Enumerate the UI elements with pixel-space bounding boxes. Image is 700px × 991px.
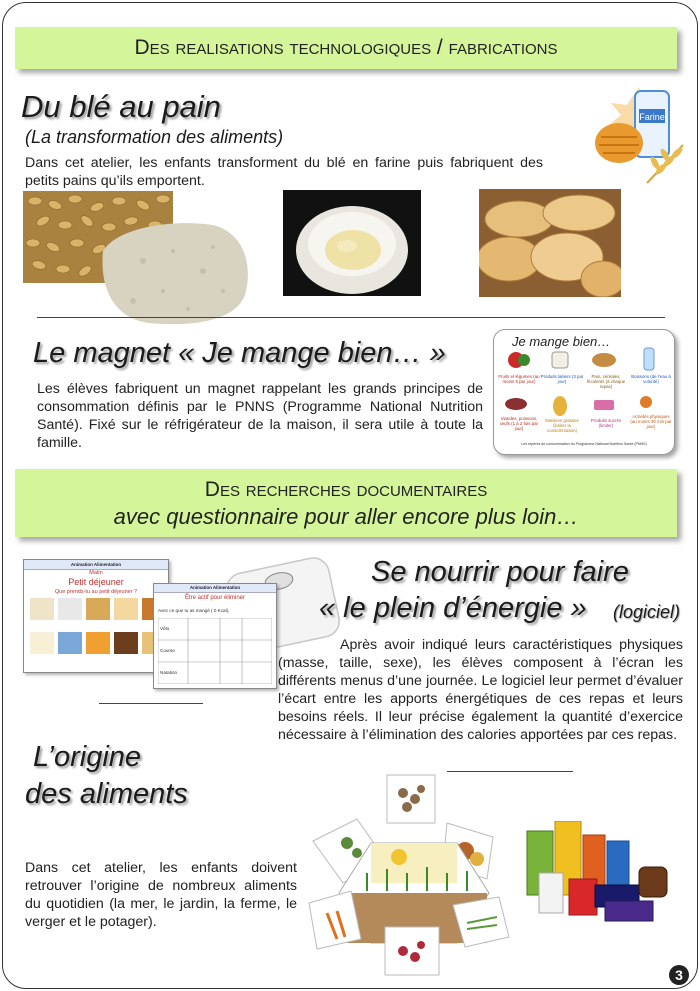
divider-line [37, 317, 665, 318]
paragraph-se-nourrir: Après avoir indiqué leurs caractéristiques physiques (masse, taille, sexe), les élèves composent à l’écran les différents menus d’une journée. Le logiciel leur permet d’évaluer l’écart entre les apports énergétiques de ces repas et leurs besoins réels. Il leur précise également la quantité d’exercice nécessaire à l’élimination des calories apportées par ces repas. [278, 637, 683, 743]
screen2-row-3: Natation [160, 670, 178, 675]
magnet-item-fruits: Fruits et légumes (au moins 5 par jour) [498, 374, 540, 385]
food-origin-puzzle [307, 773, 517, 979]
page-number-badge: 3 [669, 965, 689, 985]
magnet-card [493, 329, 675, 455]
paragraph-origine: Dans cet atelier, les enfants doivent retrouver l’origine de nombreux aliments du quotidien (la mer, le jardin, la ferme, le verger et le potager). [25, 860, 297, 930]
title-magnet: Le magnet « Je mange bien… » [33, 337, 446, 369]
paragraph-magnet: Les élèves fabriquent un magnet rappelant les grands principes de consommation définis par le PNNS (Programme National Nutrition Santé). Fixé sur le réfrigérateur de la maison, il sera utile à toute la famille. [37, 381, 483, 451]
title-ble-au-pain: Du blé au pain [21, 89, 221, 124]
bread-rolls-photo [479, 189, 621, 297]
subtitle-transformation: (La transformation des aliments) [25, 127, 284, 147]
magnet-item-activity: Activités physiques (au moins 30 min par jour) [630, 414, 672, 430]
magnet-heading: Je mange bien… [512, 334, 611, 349]
screen2-app-title: Animation Alimentation [154, 584, 276, 593]
screen1-question: Que prends-tu au petit déjeuner ? [54, 589, 138, 595]
title-origine-line1: L’origine [33, 741, 142, 773]
title-software-suffix: (logiciel) [613, 602, 681, 622]
magnet-item-drinks: Boissons (de l’eau à volonté) [631, 374, 671, 385]
title-origine-line2: des aliments [25, 778, 188, 810]
wheat-grains-photo [23, 191, 251, 327]
magnet-item-dairy: Produits laitiers (3 par jour) [540, 374, 584, 385]
magnet-item-bread: Pain, céréales, féculents (à chaque repas) [586, 374, 626, 390]
flour-illustration [587, 85, 691, 189]
screen2-row-1: Vélo [160, 626, 170, 631]
screen2-question: Avec ce que tu as mangé ( 0 Kcal), [158, 608, 230, 613]
title-se-nourrir-line1: Se nourrir pour faire [371, 556, 629, 588]
flour-package-label: Farine [639, 112, 665, 122]
banner-documentary-research [15, 469, 677, 537]
screen1-meal-time: Matin [89, 570, 103, 576]
magnet-item-meat: Viandes, poissons, œufs (1 à 2 fois par jour) [499, 416, 539, 432]
screen-petit-dejeuner [23, 559, 169, 673]
banner-technological-realisations [15, 27, 677, 69]
banner-text: Des realisations technologiques / fabrications [134, 36, 558, 59]
screen-etre-actif [153, 583, 277, 689]
magnet-item-fats: Matières grasses (limiter la consommation) [545, 418, 579, 434]
banner-line-2: avec questionnaire pour aller encore plus loin… [113, 504, 579, 529]
packaged-foods-photo [525, 821, 675, 925]
dough-bowl-photo [283, 190, 421, 296]
screen2-heading: Être actif pour éliminer [184, 595, 246, 601]
screen1-app-title: Animation Alimentation [70, 562, 122, 567]
breakfast-items-grid [30, 598, 164, 670]
page-frame [2, 2, 698, 989]
banner-line-1: Des recherches documentaires [204, 478, 488, 501]
divider-line-small-2 [447, 771, 573, 772]
magnet-food-icons [494, 330, 674, 454]
screen2-row-2: Course [160, 648, 175, 653]
magnet-footer: Les repères de consommation du Programme National Nutrition Santé (PNNS) [521, 442, 647, 446]
screen1-heading: Petit déjeuner [68, 577, 124, 587]
title-se-nourrir-line2: « le plein d’énergie » [319, 592, 587, 624]
divider-line-small [99, 703, 203, 704]
magnet-item-sugar: Produits sucrés (limiter) [590, 418, 622, 429]
paragraph-ble-au-pain: Dans cet atelier, les enfants transforment du blé en farine puis fabriquent des petits pains qu’ils emportent. [25, 155, 543, 189]
